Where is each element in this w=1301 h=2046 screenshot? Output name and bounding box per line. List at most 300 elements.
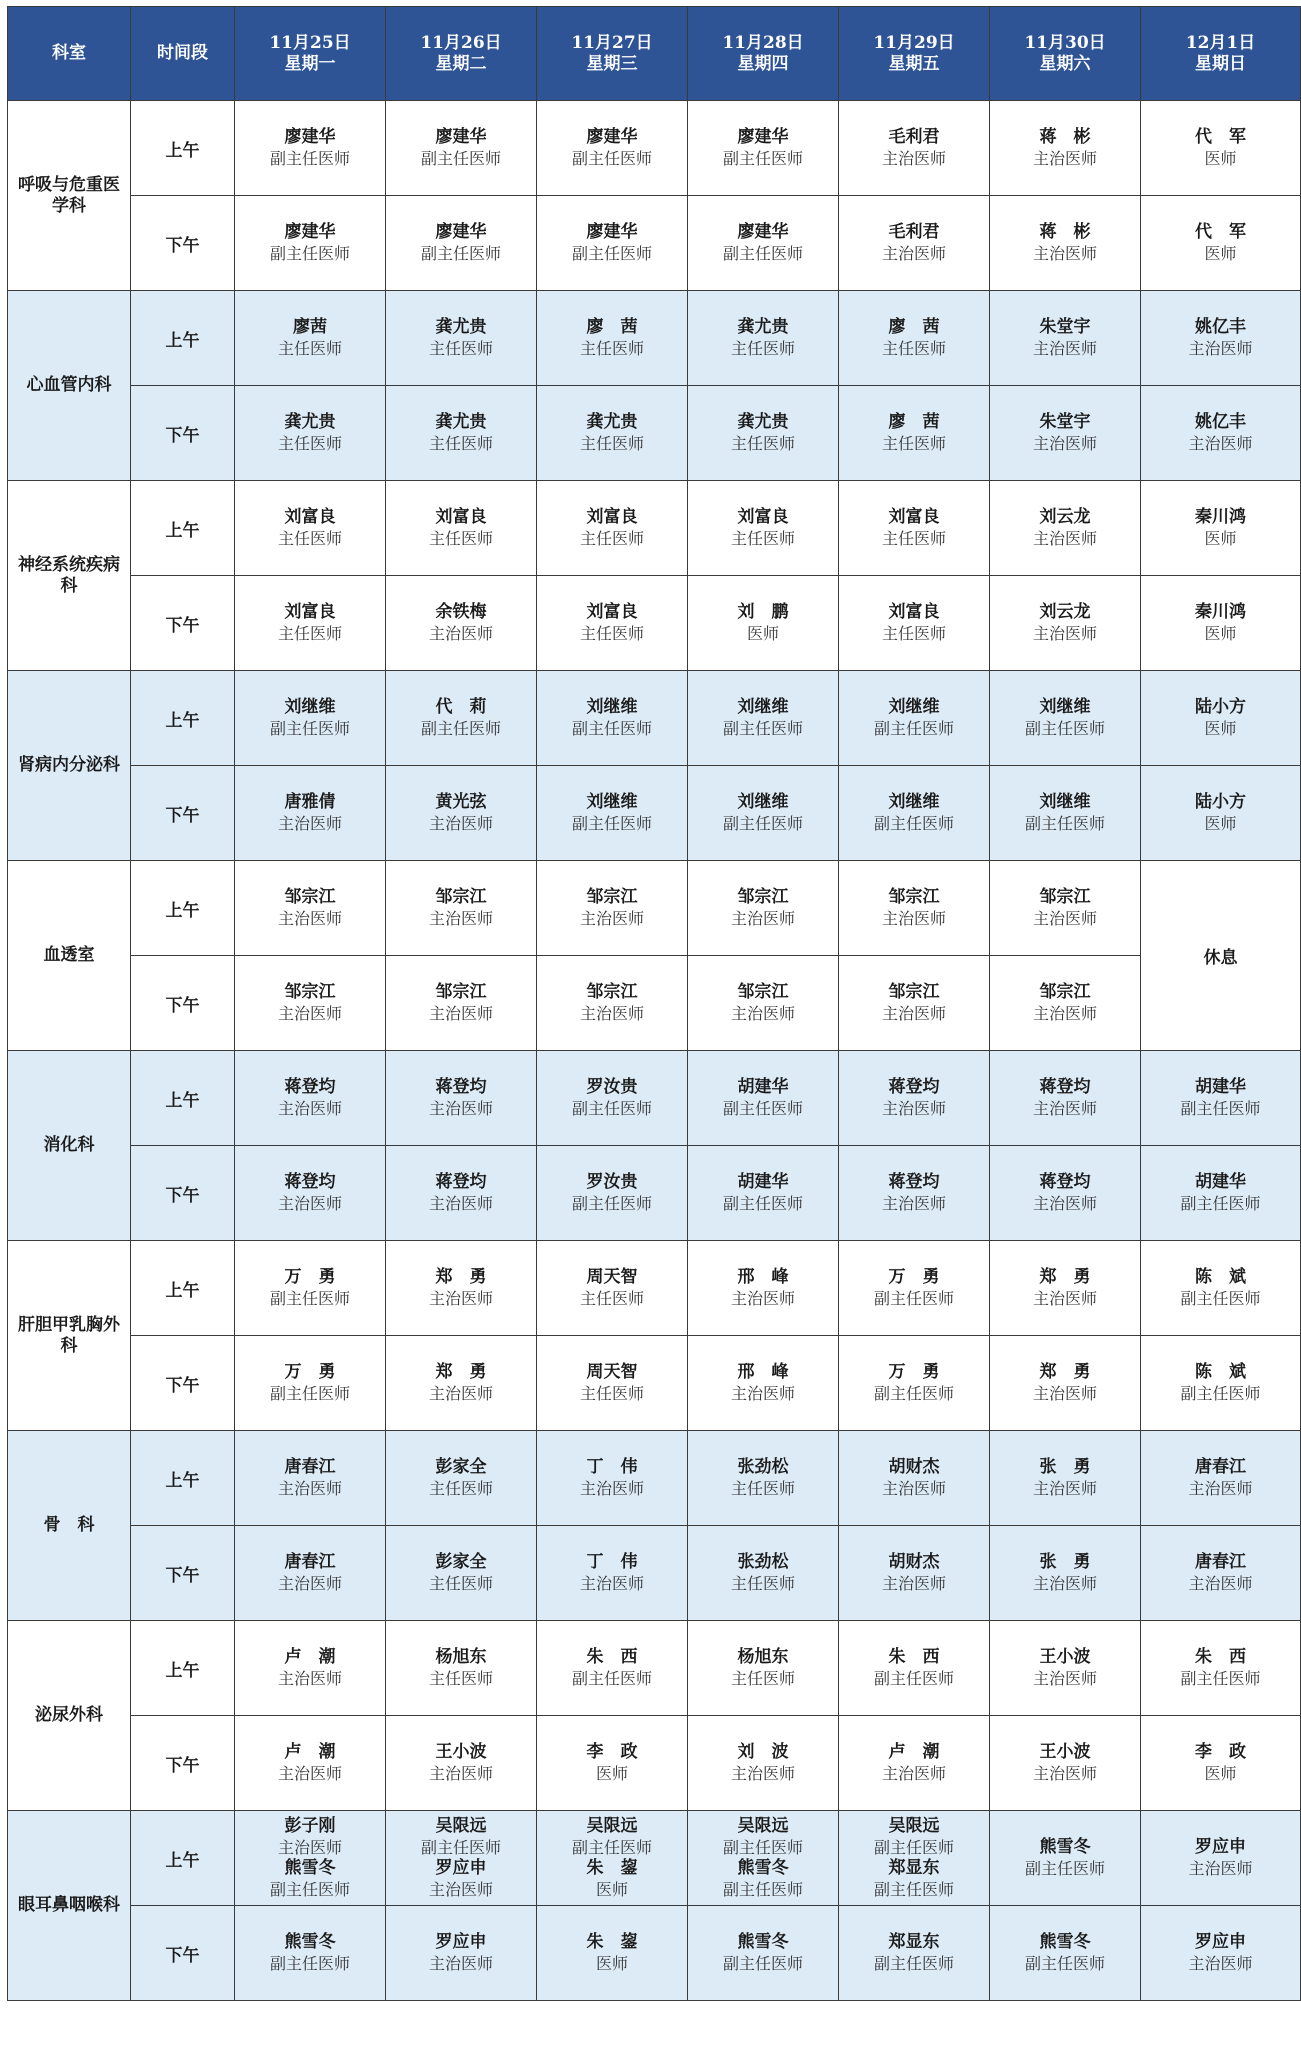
doctor-title: 主任医师 (428, 1479, 493, 1498)
doctor-name: 刘继维 (737, 792, 789, 812)
schedule-cell (235, 1336, 386, 1431)
header-row (8, 7, 1301, 101)
period-label: 下午 (131, 1526, 235, 1621)
doctor-title: 主任医师 (428, 434, 493, 453)
schedule-cell (990, 386, 1141, 481)
schedule-cell (537, 1526, 688, 1621)
doctor-name: 蒋登均 (1039, 1172, 1091, 1192)
schedule-cell (990, 1811, 1141, 1906)
doctor-name: 廖建华 (435, 127, 487, 147)
doctor-title: 主治医师 (428, 1954, 493, 1973)
schedule-cell (1141, 766, 1301, 861)
doctor-title: 医师 (1204, 624, 1237, 643)
header-date: 11月29日 (873, 32, 955, 53)
doctor-name: 刘富良 (737, 507, 789, 527)
header-date: 11月30日 (1024, 32, 1106, 53)
doctor-title: 副主任医师 (1024, 1954, 1105, 1973)
header-weekday: 星期一 (284, 53, 336, 74)
doctor-title: 主任医师 (881, 529, 946, 548)
schedule-cell (688, 1811, 839, 1906)
period-label: 上午 (131, 1241, 235, 1336)
doctor-title: 主任医师 (579, 529, 644, 548)
doctor-name: 罗汝贵 (586, 1077, 638, 1097)
doctor-name: 朱堂宇 (1039, 412, 1091, 432)
doctor-name: 万 勇 (888, 1267, 940, 1287)
department-name: 呼吸与危重医学科 (8, 101, 131, 291)
schedule-cell (386, 1431, 537, 1526)
doctor-title: 副主任医师 (571, 719, 652, 738)
doctor-title: 主治医师 (1032, 1099, 1097, 1118)
schedule-row (8, 196, 1301, 291)
schedule-cell (990, 1336, 1141, 1431)
schedule-cell (235, 1146, 386, 1241)
schedule-cell (990, 1906, 1141, 2001)
doctor-title: 主治医师 (1032, 1289, 1097, 1308)
doctor-name: 彭家全 (435, 1552, 487, 1572)
schedule-cell (839, 1716, 990, 1811)
doctor-name: 卢 潮 (888, 1742, 940, 1762)
doctor-name: 罗应申 (435, 1858, 487, 1878)
doctor-title: 副主任医师 (873, 1954, 954, 1973)
doctor-name: 廖建华 (284, 127, 336, 147)
schedule-cell (235, 101, 386, 196)
doctor-name: 廖建华 (586, 222, 638, 242)
doctor-title: 主治医师 (1032, 244, 1097, 263)
doctor-name: 熊雪冬 (1039, 1837, 1091, 1857)
schedule-cell (235, 766, 386, 861)
doctor-name: 吴限远 (888, 1816, 940, 1836)
doctor-name: 刘富良 (435, 507, 487, 527)
doctor-title: 副主任医师 (873, 719, 954, 738)
schedule-cell (386, 1146, 537, 1241)
schedule-cell (688, 481, 839, 576)
doctor-name: 郑显东 (888, 1858, 940, 1878)
doctor-name: 张劲松 (737, 1552, 789, 1572)
schedule-cell (537, 1146, 688, 1241)
doctor-title: 主治医师 (1032, 339, 1097, 358)
schedule-cell (990, 1241, 1141, 1336)
schedule-row (8, 861, 1301, 956)
doctor-title: 主治医师 (1032, 624, 1097, 643)
schedule-cell (688, 1146, 839, 1241)
doctor-title: 主任医师 (730, 434, 795, 453)
schedule-cell (688, 1526, 839, 1621)
header-period: 时间段 (131, 7, 235, 101)
period-label: 上午 (131, 1431, 235, 1526)
schedule-cell (990, 1716, 1141, 1811)
doctor-title: 医师 (595, 1880, 628, 1899)
doctor-title: 主任医师 (428, 1669, 493, 1688)
doctor-name: 郑 勇 (435, 1362, 487, 1382)
doctor-title: 医师 (1204, 529, 1237, 548)
doctor-title: 副主任医师 (420, 149, 501, 168)
doctor-title: 副主任医师 (873, 814, 954, 833)
schedule-cell (235, 576, 386, 671)
schedule-cell (688, 671, 839, 766)
doctor-title: 主治医师 (881, 149, 946, 168)
doctor-name: 龚尤贵 (435, 317, 487, 337)
doctor-title: 主治医师 (579, 909, 644, 928)
doctor-name: 龚尤贵 (284, 412, 336, 432)
doctor-name: 王小波 (1039, 1647, 1091, 1667)
doctor-title: 主治医师 (1032, 1574, 1097, 1593)
doctor-title: 副主任医师 (1180, 1669, 1261, 1688)
doctor-name: 陆小方 (1195, 697, 1246, 717)
header-day (839, 7, 990, 101)
doctor-name: 廖建华 (435, 222, 487, 242)
period-label: 上午 (131, 481, 235, 576)
schedule-cell (1141, 1431, 1301, 1526)
schedule-row (8, 291, 1301, 386)
doctor-title: 副主任医师 (1180, 1384, 1261, 1403)
schedule-cell (235, 1716, 386, 1811)
header-day (235, 7, 386, 101)
schedule-cell (1141, 1811, 1301, 1906)
doctor-name: 刘继维 (586, 697, 638, 717)
doctor-name: 刘 鹏 (737, 602, 789, 622)
schedule-row (8, 1241, 1301, 1336)
schedule-row (8, 1336, 1301, 1431)
doctor-title: 副主任医师 (873, 1384, 954, 1403)
header-weekday: 星期日 (1195, 53, 1246, 74)
schedule-cell (537, 291, 688, 386)
doctor-title: 主治医师 (730, 1004, 795, 1023)
department-name: 泌尿外科 (8, 1621, 131, 1811)
schedule-cell (688, 1241, 839, 1336)
doctor-title: 副主任医师 (873, 1289, 954, 1308)
doctor-name: 廖 茜 (586, 317, 638, 337)
header-date: 11月26日 (420, 32, 502, 53)
doctor-title: 主任医师 (730, 1669, 795, 1688)
doctor-name: 朱 西 (1195, 1647, 1246, 1667)
doctor-name: 张 勇 (1039, 1552, 1091, 1572)
schedule-row (8, 1526, 1301, 1621)
schedule-cell (235, 291, 386, 386)
header-day (688, 7, 839, 101)
doctor-title: 主治医师 (881, 1764, 946, 1783)
doctor-title: 主任医师 (277, 434, 342, 453)
doctor-title: 医师 (1204, 244, 1237, 263)
schedule-cell (537, 576, 688, 671)
header-day (1141, 7, 1301, 101)
doctor-name: 熊雪冬 (737, 1858, 789, 1878)
doctor-title: 主治医师 (1188, 339, 1253, 358)
schedule-cell (1141, 291, 1301, 386)
doctor-title: 主任医师 (579, 1289, 644, 1308)
schedule-cell (386, 1051, 537, 1146)
period-label: 下午 (131, 1906, 235, 2001)
schedule-cell (235, 861, 386, 956)
doctor-name: 刘云龙 (1039, 602, 1091, 622)
doctor-title: 主治医师 (428, 1099, 493, 1118)
doctor-name: 熊雪冬 (1039, 1932, 1091, 1952)
schedule-row (8, 1051, 1301, 1146)
schedule-cell (688, 766, 839, 861)
schedule-cell (1141, 481, 1301, 576)
doctor-name: 万 勇 (888, 1362, 940, 1382)
schedule-row (8, 481, 1301, 576)
doctor-name: 周天智 (586, 1267, 638, 1287)
doctor-title: 医师 (1204, 814, 1237, 833)
doctor-title: 主治医师 (579, 1004, 644, 1023)
period-label: 上午 (131, 861, 235, 956)
doctor-title: 副主任医师 (420, 1838, 501, 1857)
doctor-name: 张 勇 (1039, 1457, 1091, 1477)
schedule-cell (839, 386, 990, 481)
doctor-title: 副主任医师 (1024, 719, 1105, 738)
doctor-title: 副主任医师 (722, 149, 803, 168)
doctor-name: 刘继维 (888, 792, 940, 812)
header-weekday: 星期六 (1039, 53, 1091, 74)
doctor-name: 邹宗江 (737, 982, 789, 1002)
header-weekday: 星期二 (435, 53, 487, 74)
schedule-cell (688, 1716, 839, 1811)
schedule-cell (386, 861, 537, 956)
doctor-title: 主治医师 (277, 1838, 342, 1857)
period-label: 下午 (131, 766, 235, 861)
department-name: 肝胆甲乳胸外科 (8, 1241, 131, 1431)
doctor-name: 毛利君 (888, 222, 940, 242)
doctor-name: 唐春江 (1195, 1457, 1246, 1477)
doctor-title: 主治医师 (428, 1880, 493, 1899)
header-date: 11月25日 (269, 32, 351, 53)
schedule-cell (386, 766, 537, 861)
header-date: 11月27日 (571, 32, 653, 53)
schedule-cell (235, 196, 386, 291)
doctor-name: 刘继维 (586, 792, 638, 812)
doctor-title: 副主任医师 (873, 1880, 954, 1899)
doctor-schedule-table (7, 6, 1301, 2001)
doctor-name: 邹宗江 (888, 887, 940, 907)
doctor-title: 副主任医师 (1180, 1194, 1261, 1213)
doctor-name: 蒋登均 (284, 1172, 336, 1192)
doctor-name: 朱 西 (586, 1647, 638, 1667)
doctor-name: 熊雪冬 (284, 1858, 336, 1878)
schedule-row (8, 766, 1301, 861)
schedule-cell (537, 671, 688, 766)
doctor-name: 刘富良 (586, 507, 638, 527)
doctor-title: 主治医师 (579, 1479, 644, 1498)
schedule-cell (990, 766, 1141, 861)
header-weekday: 星期三 (586, 53, 638, 74)
doctor-name: 罗汝贵 (586, 1172, 638, 1192)
doctor-name: 龚尤贵 (435, 412, 487, 432)
doctor-name: 熊雪冬 (284, 1932, 336, 1952)
doctor-name: 唐春江 (284, 1552, 336, 1572)
schedule-cell (839, 101, 990, 196)
header-date: 11月28日 (722, 32, 804, 53)
doctor-name: 丁 伟 (586, 1552, 638, 1572)
doctor-title: 主任医师 (730, 1479, 795, 1498)
schedule-cell (990, 671, 1141, 766)
schedule-row (8, 1716, 1301, 1811)
doctor-name: 代 军 (1195, 222, 1246, 242)
doctor-title: 医师 (1204, 719, 1237, 738)
schedule-row (8, 1431, 1301, 1526)
schedule-cell (235, 956, 386, 1051)
doctor-title: 主任医师 (579, 434, 644, 453)
schedule-cell (839, 291, 990, 386)
schedule-cell (990, 1431, 1141, 1526)
schedule-cell (1141, 1716, 1301, 1811)
doctor-name: 吴限远 (586, 1816, 638, 1836)
schedule-cell (537, 1906, 688, 2001)
doctor-title: 主治医师 (277, 1099, 342, 1118)
doctor-title: 主治医师 (881, 909, 946, 928)
doctor-title: 主治医师 (1188, 1574, 1253, 1593)
schedule-cell (990, 1146, 1141, 1241)
header-day (386, 7, 537, 101)
doctor-name: 蒋 彬 (1039, 127, 1091, 147)
schedule-cell (990, 196, 1141, 291)
doctor-name: 杨旭东 (737, 1647, 789, 1667)
doctor-name: 刘富良 (284, 507, 336, 527)
doctor-name: 姚亿丰 (1195, 412, 1246, 432)
doctor-title: 副主任医师 (722, 1099, 803, 1118)
schedule-cell (688, 576, 839, 671)
schedule-row (8, 671, 1301, 766)
doctor-name: 邹宗江 (586, 887, 638, 907)
schedule-cell (386, 1811, 537, 1906)
schedule-cell (990, 291, 1141, 386)
schedule-cell (688, 956, 839, 1051)
doctor-title: 主治医师 (881, 1099, 946, 1118)
doctor-title: 副主任医师 (722, 1838, 803, 1857)
doctor-name: 刘 波 (737, 1742, 789, 1762)
doctor-name: 邹宗江 (586, 982, 638, 1002)
doctor-name: 邢 峰 (737, 1362, 789, 1382)
schedule-cell (839, 956, 990, 1051)
department-name: 骨 科 (8, 1431, 131, 1621)
period-label: 上午 (131, 1621, 235, 1716)
doctor-name: 廖 茜 (888, 317, 940, 337)
doctor-name: 刘富良 (284, 602, 336, 622)
schedule-cell (1141, 1241, 1301, 1336)
schedule-cell (990, 1621, 1141, 1716)
doctor-title: 副主任医师 (722, 1954, 803, 1973)
doctor-title: 副主任医师 (420, 719, 501, 738)
doctor-name: 刘继维 (737, 697, 789, 717)
doctor-name: 刘云龙 (1039, 507, 1091, 527)
doctor-title: 主治医师 (277, 1004, 342, 1023)
doctor-name: 罗应申 (1195, 1837, 1246, 1857)
schedule-container (7, 6, 1300, 2001)
doctor-title: 副主任医师 (269, 1954, 350, 1973)
header-day (990, 7, 1141, 101)
doctor-name: 毛利君 (888, 127, 940, 147)
schedule-cell (990, 956, 1141, 1051)
doctor-title: 副主任医师 (269, 1880, 350, 1899)
doctor-title: 主任医师 (277, 529, 342, 548)
schedule-cell (688, 291, 839, 386)
schedule-cell (839, 196, 990, 291)
doctor-name: 蒋登均 (435, 1077, 487, 1097)
doctor-title: 主任医师 (881, 624, 946, 643)
doctor-title: 主任医师 (579, 624, 644, 643)
department-name: 肾病内分泌科 (8, 671, 131, 861)
doctor-title: 副主任医师 (571, 1194, 652, 1213)
doctor-name: 代 莉 (435, 697, 487, 717)
doctor-title: 副主任医师 (1024, 814, 1105, 833)
schedule-cell (386, 291, 537, 386)
schedule-cell (537, 1241, 688, 1336)
doctor-title: 主治医师 (428, 624, 493, 643)
schedule-cell (688, 1336, 839, 1431)
doctor-name: 郑 勇 (1039, 1267, 1091, 1287)
schedule-cell (235, 1811, 386, 1906)
doctor-name: 朱 鋆 (586, 1858, 638, 1878)
schedule-cell (1141, 1526, 1301, 1621)
doctor-name: 吴限远 (737, 1816, 789, 1836)
schedule-cell (839, 1051, 990, 1146)
doctor-title: 副主任医师 (571, 149, 652, 168)
doctor-title: 主任医师 (881, 434, 946, 453)
schedule-cell (1141, 1336, 1301, 1431)
doctor-name: 卢 潮 (284, 1647, 336, 1667)
schedule-cell (235, 386, 386, 481)
doctor-name: 陆小方 (1195, 792, 1246, 812)
doctor-title: 主治医师 (1032, 1764, 1097, 1783)
doctor-title: 主治医师 (1188, 1859, 1253, 1878)
doctor-title: 主治医师 (428, 909, 493, 928)
schedule-cell (1141, 1051, 1301, 1146)
schedule-cell (235, 1051, 386, 1146)
schedule-cell (537, 196, 688, 291)
doctor-title: 主治医师 (579, 1574, 644, 1593)
doctor-name: 李 政 (586, 1742, 638, 1762)
department-name: 眼耳鼻咽喉科 (8, 1811, 131, 2001)
doctor-title: 主治医师 (277, 1764, 342, 1783)
schedule-cell (386, 956, 537, 1051)
doctor-title: 副主任医师 (722, 244, 803, 263)
doctor-title: 主治医师 (1032, 1384, 1097, 1403)
schedule-cell (688, 1621, 839, 1716)
schedule-cell (537, 1051, 688, 1146)
doctor-title: 副主任医师 (722, 719, 803, 738)
schedule-cell (235, 1621, 386, 1716)
doctor-title: 主治医师 (1032, 1194, 1097, 1213)
doctor-title: 主治医师 (277, 909, 342, 928)
doctor-name: 胡建华 (737, 1172, 789, 1192)
doctor-name: 秦川鸿 (1195, 507, 1246, 527)
header-date: 12月1日 (1185, 32, 1256, 53)
doctor-name: 廖建华 (737, 222, 789, 242)
schedule-cell (990, 576, 1141, 671)
doctor-name: 胡财杰 (888, 1552, 940, 1572)
period-label: 上午 (131, 1811, 235, 1906)
period-label: 上午 (131, 1051, 235, 1146)
schedule-cell (1141, 196, 1301, 291)
schedule-cell (386, 1906, 537, 2001)
schedule-cell (1141, 671, 1301, 766)
doctor-name: 廖建华 (586, 127, 638, 147)
schedule-cell (1141, 576, 1301, 671)
doctor-name: 刘继维 (888, 697, 940, 717)
doctor-title: 主治医师 (277, 1669, 342, 1688)
doctor-title: 主治医师 (1032, 1004, 1097, 1023)
doctor-name: 郑 勇 (435, 1267, 487, 1287)
department-name: 心血管内科 (8, 291, 131, 481)
schedule-row (8, 1811, 1301, 1906)
doctor-name: 唐春江 (1195, 1552, 1246, 1572)
schedule-cell (990, 1051, 1141, 1146)
doctor-title: 医师 (746, 624, 779, 643)
schedule-cell (688, 101, 839, 196)
doctor-title: 主治医师 (428, 1384, 493, 1403)
schedule-cell (688, 861, 839, 956)
doctor-title: 主治医师 (1188, 1479, 1253, 1498)
schedule-cell (688, 1431, 839, 1526)
